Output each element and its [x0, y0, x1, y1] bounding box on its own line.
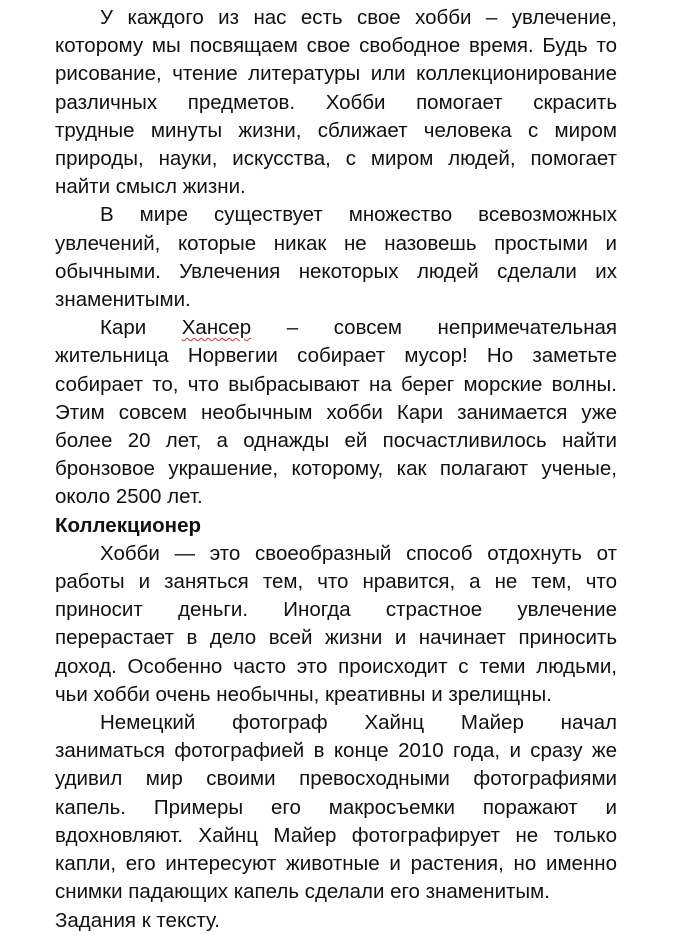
- text-line: [55, 314, 617, 342]
- document-body: [55, 4, 617, 935]
- text-line: удивил мир своими превосходными фотографиями: [55, 767, 617, 791]
- text-line: вдохновляют. Хайнц Майер фотографирует не только: [55, 823, 617, 847]
- text-line: В мире существует множество всевозможных: [100, 203, 617, 227]
- paragraph: [55, 201, 617, 314]
- text-line: Немецкий фотограф Хайнц Майер начал: [100, 711, 617, 735]
- text-line: знаменитыми.: [55, 288, 191, 312]
- heading-text: Коллекционер: [55, 513, 201, 537]
- text-line: снимки падающих капель сделали его знаменитым.: [55, 880, 550, 904]
- text-line: найти смысл жизни.: [55, 175, 246, 199]
- text-line: различных предметов. Хобби помогает скрасить: [55, 90, 617, 114]
- word: совсем: [333, 316, 402, 340]
- text-line: заниматься фотографией в конце 2010 года, и сразу же: [55, 739, 617, 763]
- text-line: капли, его интересуют животные и растения, но именно: [55, 852, 617, 876]
- word: Кари: [100, 316, 147, 340]
- text-line: работы и заняться тем, что нравится, а не тем, что: [55, 570, 617, 594]
- text-line: более 20 лет, а однажды ей посчастливилось найти: [55, 429, 617, 453]
- text-line: доход. Особенно часто это происходит с теми людьми,: [55, 654, 617, 678]
- paragraph: [55, 709, 617, 906]
- word: –: [286, 316, 299, 340]
- text-line: увлечений, которые никак не назовешь простыми и: [55, 231, 617, 255]
- text-line: собирает то, что выбрасывают на берег морские волны.: [55, 372, 617, 396]
- text-line: перерастает в дело всей жизни и начинает приносить: [55, 626, 617, 650]
- text-line: У каждого из нас есть свое хобби – увлечение,: [100, 6, 617, 29]
- text-line: чьи хобби очень необычны, креативны и зрелищны.: [55, 682, 552, 706]
- paragraph: [55, 4, 617, 201]
- text-line: трудные минуты жизни, сближает человека с миром: [55, 118, 617, 142]
- text-line: обычными. Увлечения некоторых людей сделали их: [55, 259, 617, 283]
- paragraph: [55, 540, 617, 709]
- word: непримечательная: [437, 316, 618, 340]
- text-line: Хобби — это своеобразный способ отдохнуть от: [100, 541, 617, 565]
- text-line: которому мы посвящаем свое свободное время. Будь то: [55, 34, 617, 58]
- misspelled-word: Хансер: [181, 316, 252, 340]
- text-line: природы, науки, искусства, с миром людей, помогает: [55, 147, 617, 171]
- section-heading: [55, 512, 617, 540]
- text-line: приносит деньги. Иногда страстное увлечение: [55, 598, 617, 622]
- text-line: Этим совсем необычным хобби Кари занимается уже: [55, 400, 617, 424]
- text-line: бронзовое украшение, которому, как полагают ученые,: [55, 457, 617, 481]
- text-line: жительница Норвегии собирает мусор! Но заметьте: [55, 344, 617, 368]
- text-line: рисование, чтение литературы или коллекционирование: [55, 62, 617, 86]
- text-line: около 2500 лет.: [55, 485, 203, 509]
- text-line: капель. Примеры его макросъемки поражают и: [55, 795, 617, 819]
- paragraph: [55, 314, 617, 511]
- text-line: Задания к тексту.: [55, 908, 220, 932]
